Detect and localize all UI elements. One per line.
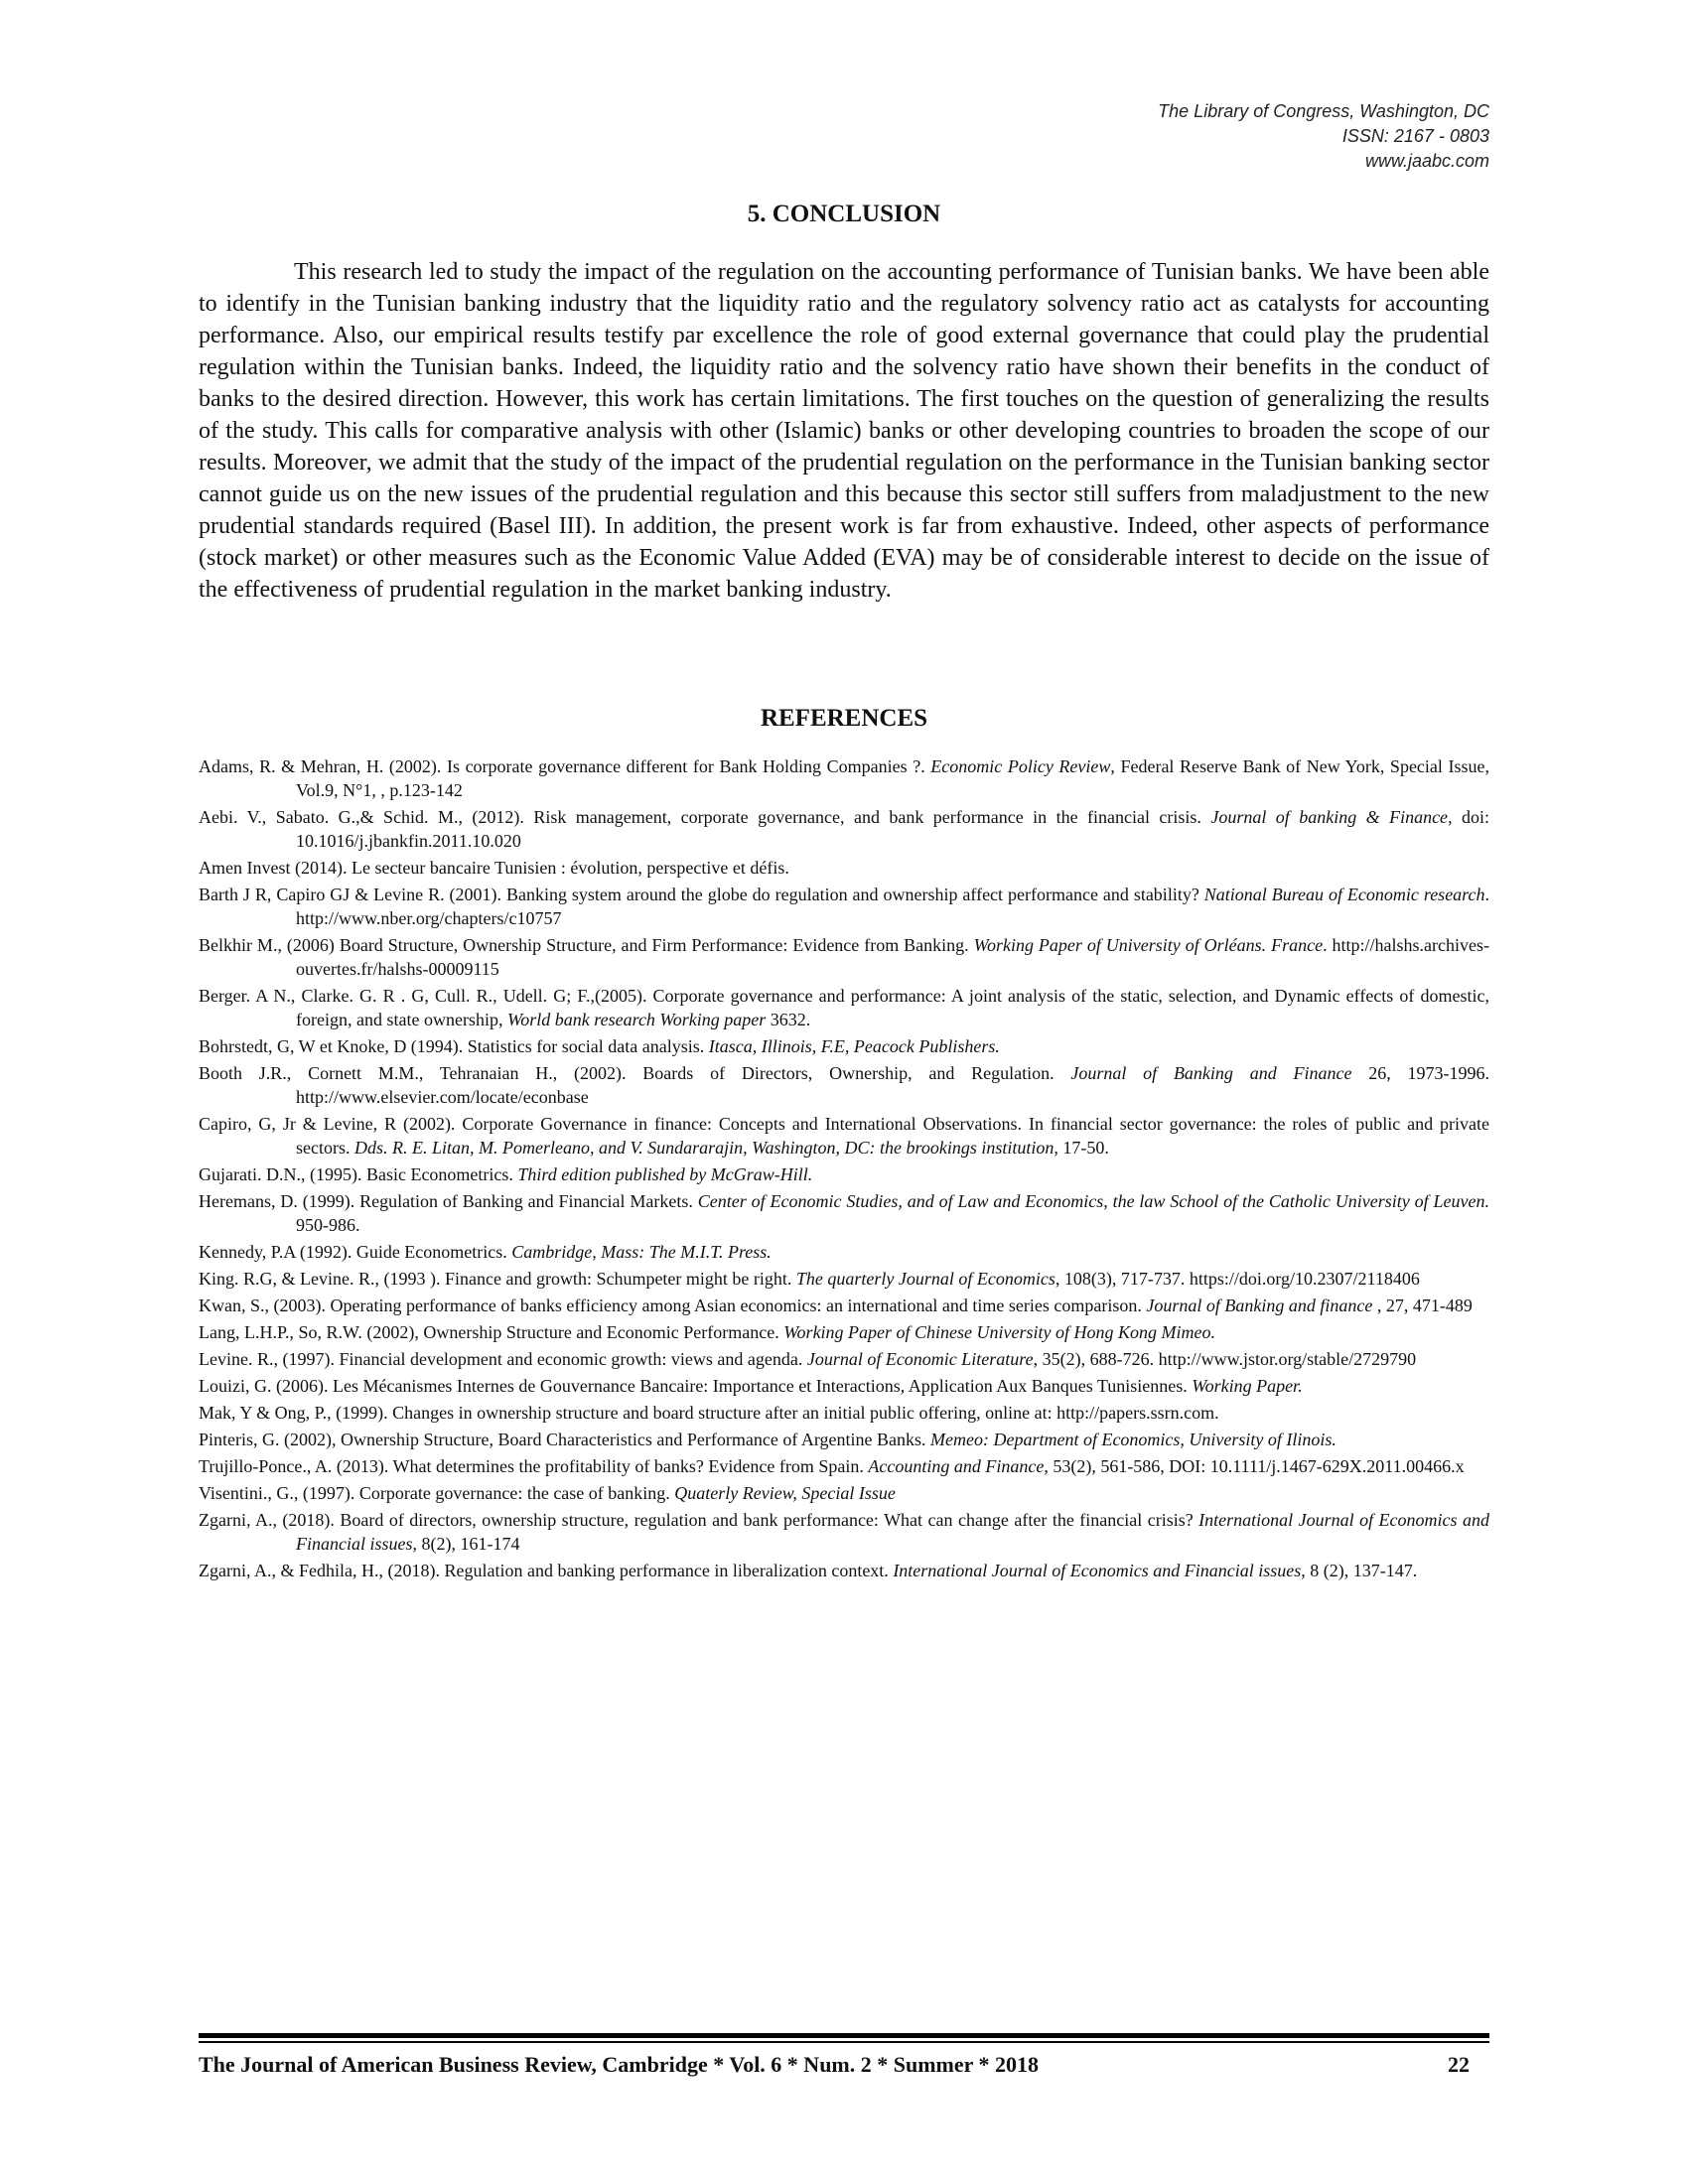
masthead-library: The Library of Congress, Washington, DC: [1158, 101, 1489, 121]
reference-text: Levine. R., (1997). Financial development and economic growth: views and agenda.: [199, 1349, 807, 1369]
reference-text: , 27, 471-489: [1372, 1296, 1473, 1315]
reference-item: [199, 1112, 1489, 1160]
reference-source: International Journal of Economics and Financial issues: [296, 1510, 1490, 1554]
reference-item: [199, 1294, 1489, 1317]
reference-text: 26, 1973-1996. http://www.elsevier.com/locate/econbase: [296, 1063, 1489, 1107]
reference-item: [199, 1559, 1489, 1582]
footer-rule: [199, 2033, 1489, 2038]
reference-source: International Journal of Economics and Financial issues: [893, 1561, 1302, 1580]
reference-text: , 108(3), 717-737. https://doi.org/10.2307/2118406: [1055, 1269, 1420, 1289]
reference-item: [199, 754, 1489, 802]
reference-item: [199, 1240, 1489, 1264]
reference-source: World bank research Working paper: [506, 1010, 767, 1029]
reference-item: [199, 1374, 1489, 1398]
conclusion-heading: 5. CONCLUSION: [747, 201, 941, 227]
reference-text: Gujarati. D.N., (1995). Basic Econometrics.: [199, 1164, 518, 1184]
reference-source: National Bureau of Economic research: [1203, 885, 1485, 904]
reference-source: Itasca, Illinois, F.E, Peacock Publishers.: [708, 1036, 1000, 1056]
reference-text: Zgarni, A., (2018). Board of directors, ownership structure, regulation and bank performance: What can change after the financial crisis?: [199, 1510, 1199, 1530]
reference-item: [199, 933, 1489, 981]
reference-text: Mak, Y & Ong, P., (1999). Changes in ownership structure and board structure after an initial public offering, online at: http://papers.ssrn.com.: [199, 1403, 1219, 1423]
reference-source: Working Paper.: [1192, 1376, 1303, 1396]
reference-source: The quarterly Journal of Economics: [795, 1269, 1055, 1289]
masthead-issn: ISSN: 2167 - 0803: [1341, 126, 1489, 146]
reference-item: [199, 1034, 1489, 1058]
reference-text: Booth J.R., Cornett M.M., Tehranaian H., (2002). Boards of Directors, Ownership, and Regulation.: [199, 1063, 1071, 1083]
reference-item: [199, 1267, 1489, 1291]
reference-source: Journal of banking & Finance: [1210, 807, 1449, 827]
reference-item: [199, 805, 1489, 853]
reference-source: Cambridge, Mass: The M.I.T. Press.: [511, 1242, 772, 1262]
reference-source: Journal of Economic Literature: [806, 1349, 1034, 1369]
reference-text: Kwan, S., (2003). Operating performance of banks efficiency among Asian economics: an international and time series comparison.: [199, 1296, 1147, 1315]
reference-text: , doi: 10.1016/j.jbankfin.2011.10.020: [296, 807, 1489, 851]
reference-source: Journal of Banking and Finance: [1070, 1063, 1352, 1083]
reference-item: [199, 1320, 1489, 1344]
reference-text: Heremans, D. (1999). Regulation of Banking and Financial Markets.: [199, 1191, 698, 1211]
reference-item: [199, 1428, 1489, 1451]
reference-text: Kennedy, P.A (1992). Guide Econometrics.: [199, 1242, 512, 1262]
reference-item: [199, 856, 1489, 880]
reference-item: [199, 1454, 1489, 1478]
reference-text: Barth J R, Capiro GJ & Levine R. (2001). Banking system around the globe do regulation and ownership affect performance and stability?: [199, 885, 1204, 904]
journal-masthead: [1158, 99, 1489, 174]
reference-text: Pinteris, G. (2002), Ownership Structure, Board Characteristics and Performance of Argentine Banks.: [199, 1430, 930, 1449]
reference-text: Louizi, G. (2006). Les Mécanismes Internes de Gouvernance Bancaire: Importance et Interactions, Application Aux Banques Tunisiennes.: [199, 1376, 1193, 1396]
reference-text: Belkhir M., (2006) Board Structure, Ownership Structure, and Firm Performance: Evidence from Banking.: [199, 935, 974, 955]
reference-item: [199, 1061, 1489, 1109]
reference-text: , 8(2), 161-174: [412, 1534, 520, 1554]
reference-source: Journal of Banking and finance: [1146, 1296, 1373, 1315]
reference-text: Zgarni, A., & Fedhila, H., (2018). Regulation and banking performance in liberalization context.: [199, 1561, 894, 1580]
reference-text: , 53(2), 561-586, DOI: 10.1111/j.1467-629X.2011.00466.x: [1044, 1456, 1465, 1476]
reference-text: 950-986.: [296, 1215, 360, 1235]
reference-source: Memeo: Department of Economics, University of Ilinois.: [930, 1430, 1336, 1449]
reference-text: Capiro, G, Jr & Levine, R (2002). Corporate Governance in finance: Concepts and International Observations. In financial sector governance: the roles of public and private sectors.: [199, 1114, 1489, 1158]
conclusion-paragraph: This research led to study the impact of the regulation on the accounting performance of Tunisian banks. We have been able to identify in the Tunisian banking industry that the liquidity ratio and the regulatory solvency ratio act as catalysts for accounting performance. Also, our empirical results testify par excellence the role of good external governance that could play the prudential regulation within the Tunisian banks. Indeed, the liquidity ratio and the solvency ratio have shown their benefits in the conduct of banks to the desired direction. However, this work has certain limitations. The first touches on the question of generalizing the results of the study. This calls for comparative analysis with other (Islamic) banks or other developing countries to broaden the scope of our results. Moreover, we admit that the study of the impact of the prudential regulation on the performance in the Tunisian banking sector cannot guide us on the new issues of the prudential regulation and this because this sector still suffers from maladjustment to the new prudential standards required (Basel III). In addition, the present work is far from exhaustive. Indeed, other aspects of performance (stock market) or other measures such as the Economic Value Added (EVA) may be of considerable interest to decide on the issue of the effectiveness of prudential regulation in the market banking industry.: [199, 259, 1489, 603]
footer-journal-info: The Journal of American Business Review, Cambridge * Vol. 6 * Num. 2 * Summer * 2018: [199, 2052, 1040, 2077]
reference-item: [199, 1508, 1489, 1556]
reference-text: , Federal Reserve Bank of New York, Special Issue, Vol.9, N°1, , p.123-142: [296, 756, 1489, 800]
reference-item: [199, 1347, 1489, 1371]
references-list: [199, 754, 1489, 1585]
reference-item: [199, 1189, 1489, 1237]
reference-text: 17-50.: [1057, 1138, 1109, 1158]
reference-source: Center of Economic Studies, and of Law and Economics, the law School of the Catholic University of Leuven.: [697, 1191, 1489, 1211]
reference-text: Amen Invest (2014). Le secteur bancaire Tunisien : évolution, perspective et défis.: [199, 858, 789, 878]
reference-item: [199, 1481, 1489, 1505]
reference-text: King. R.G, & Levine. R., (1993 ). Finance and growth: Schumpeter might be right.: [199, 1269, 796, 1289]
reference-text: . http://halshs.archives-ouvertes.fr/halshs-00009115: [296, 935, 1489, 979]
reference-text: , 35(2), 688-726. http://www.jstor.org/stable/2729790: [1033, 1349, 1417, 1369]
reference-text: Adams, R. & Mehran, H. (2002). Is corporate governance different for Bank Holding Companies ?.: [199, 756, 931, 776]
reference-text: Trujillo-Ponce., A. (2013). What determines the profitability of banks? Evidence from Spain.: [199, 1456, 869, 1476]
reference-source: Accounting and Finance: [868, 1456, 1045, 1476]
reference-item: [199, 1162, 1489, 1186]
reference-item: [199, 984, 1489, 1031]
reference-item: [199, 1401, 1489, 1425]
reference-text: Lang, L.H.P., So, R.W. (2002), Ownership Structure and Economic Performance.: [199, 1322, 784, 1342]
reference-item: [199, 883, 1489, 930]
footer-rule-thin: [199, 2041, 1489, 2043]
reference-text: Aebi. V., Sabato. G.,& Schid. M., (2012). Risk management, corporate governance, and bank performance in the financial crisis.: [199, 807, 1211, 827]
reference-text: 3632.: [766, 1010, 811, 1029]
reference-source: Third edition published by McGraw-Hill.: [517, 1164, 813, 1184]
reference-source: Dds. R. E. Litan, M. Pomerleano, and V. Sundararajin, Washington, DC: the brookings institution,: [353, 1138, 1058, 1158]
reference-source: Working Paper of Chinese University of Hong Kong Mimeo.: [783, 1322, 1216, 1342]
reference-source: Quaterly Review, Special Issue: [674, 1483, 896, 1503]
reference-text: , 8 (2), 137-147.: [1301, 1561, 1418, 1580]
reference-source: Working Paper of University of Orléans. France: [973, 935, 1324, 955]
page-footer: [199, 2052, 1489, 2078]
reference-source: Economic Policy Review: [930, 756, 1111, 776]
references-heading: REFERENCES: [760, 705, 928, 732]
page-number: 22: [1448, 2052, 1470, 2077]
reference-text: . http://www.nber.org/chapters/c10757: [296, 885, 1490, 928]
reference-text: Visentini., G., (1997). Corporate governance: the case of banking.: [199, 1483, 675, 1503]
masthead-website: www.jaabc.com: [1364, 151, 1489, 171]
reference-text: Berger. A N., Clarke. G. R . G, Cull. R., Udell. G; F.,(2005). Corporate governance and performance: A joint analysis of the static, selection, and Dynamic effects of domestic, foreign, and state ownership,: [199, 986, 1489, 1029]
reference-text: Bohrstedt, G, W et Knoke, D (1994). Statistics for social data analysis.: [199, 1036, 709, 1056]
